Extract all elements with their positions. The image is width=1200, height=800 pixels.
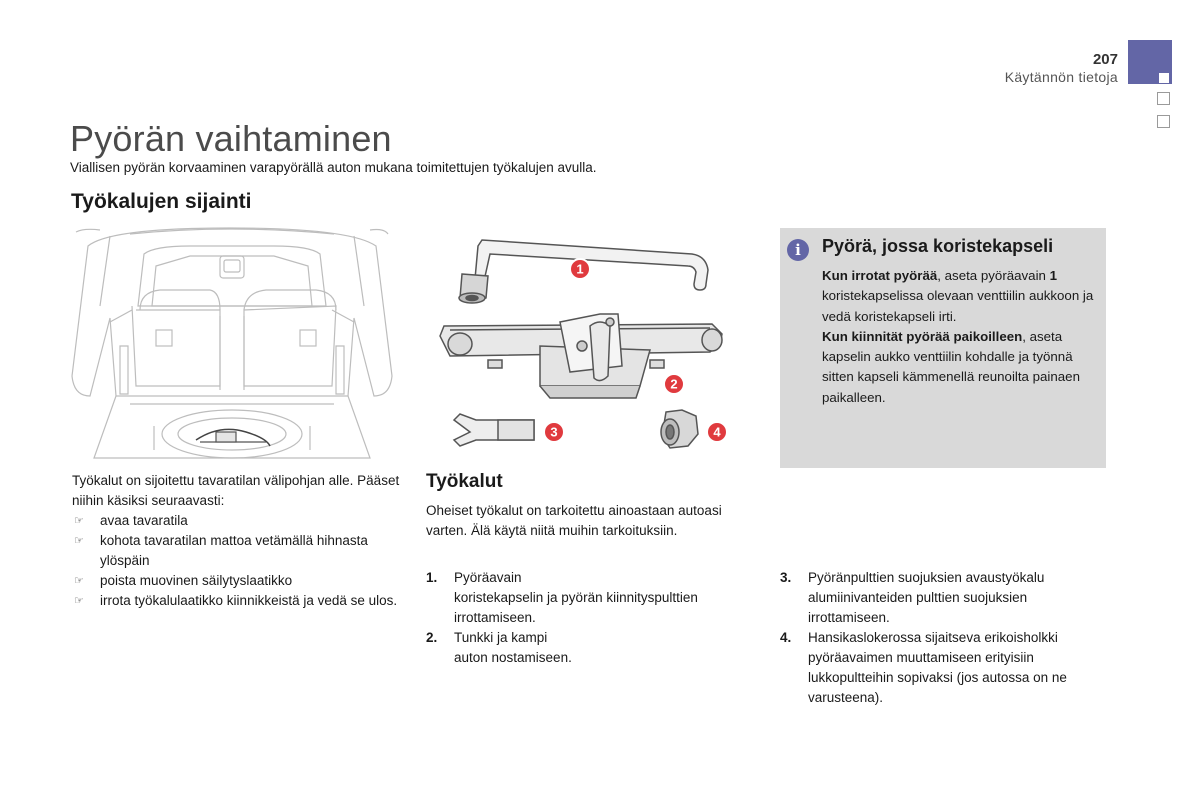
- location-intro: Työkalut on sijoitettu tavaratilan välipohjan alle. Pääset niihin käsiksi seuraavasti:: [72, 473, 400, 508]
- pointing-hand-icon: ☞: [74, 595, 84, 607]
- list-item: [426, 568, 756, 628]
- item-number: 2.: [426, 630, 438, 645]
- info-emphasis: Kun kiinnität pyörää paikoilleen: [822, 328, 1023, 344]
- item-number: 4.: [780, 630, 792, 645]
- callout-1-label: 1: [576, 261, 584, 277]
- info-text-run: , aseta pyöräavain: [937, 268, 1050, 283]
- info-text-run: , aseta kapselin aukko venttiilin kohdalle ja työnnä sitten kapseli kämmenellä reunoilta painaen paikalleen.: [822, 328, 1080, 405]
- tools-paragraph: Oheiset työkalut on tarkoitettu ainoastaan autoasi varten. Älä käytä niitä muihin tarkoituksiin.: [426, 503, 722, 538]
- tools-illustration: [430, 226, 770, 456]
- list-item: [72, 591, 402, 611]
- info-emphasis: Kun irrotat pyörää: [822, 268, 938, 283]
- item-description: pyöräavaimen muuttamiseen erityisiin lukkopultteihin sopivaksi (jos autossa on ne varusteena).: [808, 650, 1067, 705]
- step-text: poista muovinen säilytyslaatikko: [100, 573, 293, 588]
- location-steps: [72, 511, 402, 611]
- socket-adapter-drawing: [661, 410, 698, 448]
- info-emphasis: 1: [1049, 268, 1058, 283]
- chapter-tab-marker: [1159, 73, 1169, 83]
- tools-list-left: [426, 568, 756, 668]
- item-name: Tunkki ja kampi: [454, 630, 548, 645]
- list-item: [72, 571, 402, 591]
- item-description: auton nostamiseen.: [454, 650, 572, 665]
- cap-remover-drawing: [454, 414, 534, 446]
- chapter-tab-box: [1157, 115, 1170, 128]
- item-description: koristekapselin ja pyörän kiinnityspulttien irrottamiseen.: [454, 590, 698, 625]
- info-icon: i: [787, 239, 809, 261]
- info-box-text: [822, 266, 1094, 408]
- list-item: [72, 531, 402, 571]
- location-heading: Työkalujen sijainti: [71, 190, 252, 213]
- tools-heading: Työkalut: [426, 471, 503, 492]
- pointing-hand-icon: ☞: [74, 575, 84, 587]
- page-subtitle: Viallisen pyörän korvaaminen varapyörällä auton mukana toimitettujen työkalujen avulla.: [70, 160, 597, 175]
- item-description: alumiinivanteiden pulttien suojuksien irrottamiseen.: [808, 590, 1028, 625]
- callout-2-label: 2: [670, 376, 678, 392]
- list-item: [780, 628, 1110, 708]
- item-name: Pyöränpulttien suojuksien avaustyökalu: [808, 570, 1045, 585]
- trunk-illustration: [70, 226, 394, 460]
- item-number: 3.: [780, 570, 792, 585]
- info-box-title: Pyörä, jossa koristekapseli: [822, 236, 1054, 256]
- pointing-hand-icon: ☞: [74, 535, 84, 547]
- callout-3-label: 3: [550, 424, 558, 440]
- section-title: Käytännön tietoja: [1004, 69, 1118, 85]
- tools-list-right: [780, 568, 1110, 708]
- page-title: Pyörän vaihtaminen: [70, 118, 392, 159]
- info-text-run: koristekapselissa olevaan venttiilin aukkoon ja vedä koristekapseli irti.: [822, 288, 1094, 324]
- chapter-tab-box: [1157, 92, 1170, 105]
- pointing-hand-icon: ☞: [74, 515, 84, 527]
- item-name: Hansikaslokerossa sijaitseva erikoisholkki: [808, 630, 1058, 645]
- location-section: [72, 471, 402, 611]
- list-item: [72, 511, 402, 531]
- list-item: [426, 628, 756, 668]
- step-text: irrota työkalulaatikko kiinnikkeistä ja vedä se ulos.: [100, 593, 398, 608]
- info-paragraph-remove: [822, 266, 1094, 327]
- callout-4-label: 4: [713, 424, 721, 440]
- step-text: avaa tavaratila: [100, 513, 188, 528]
- page-number: 207: [1092, 51, 1118, 68]
- item-name: Pyöräavain: [454, 570, 522, 585]
- step-text: kohota tavaratilan mattoa vetämällä hihnasta ylöspäin: [100, 533, 368, 568]
- list-item: [780, 568, 1110, 628]
- info-paragraph-install: [822, 327, 1094, 408]
- item-number: 1.: [426, 570, 438, 585]
